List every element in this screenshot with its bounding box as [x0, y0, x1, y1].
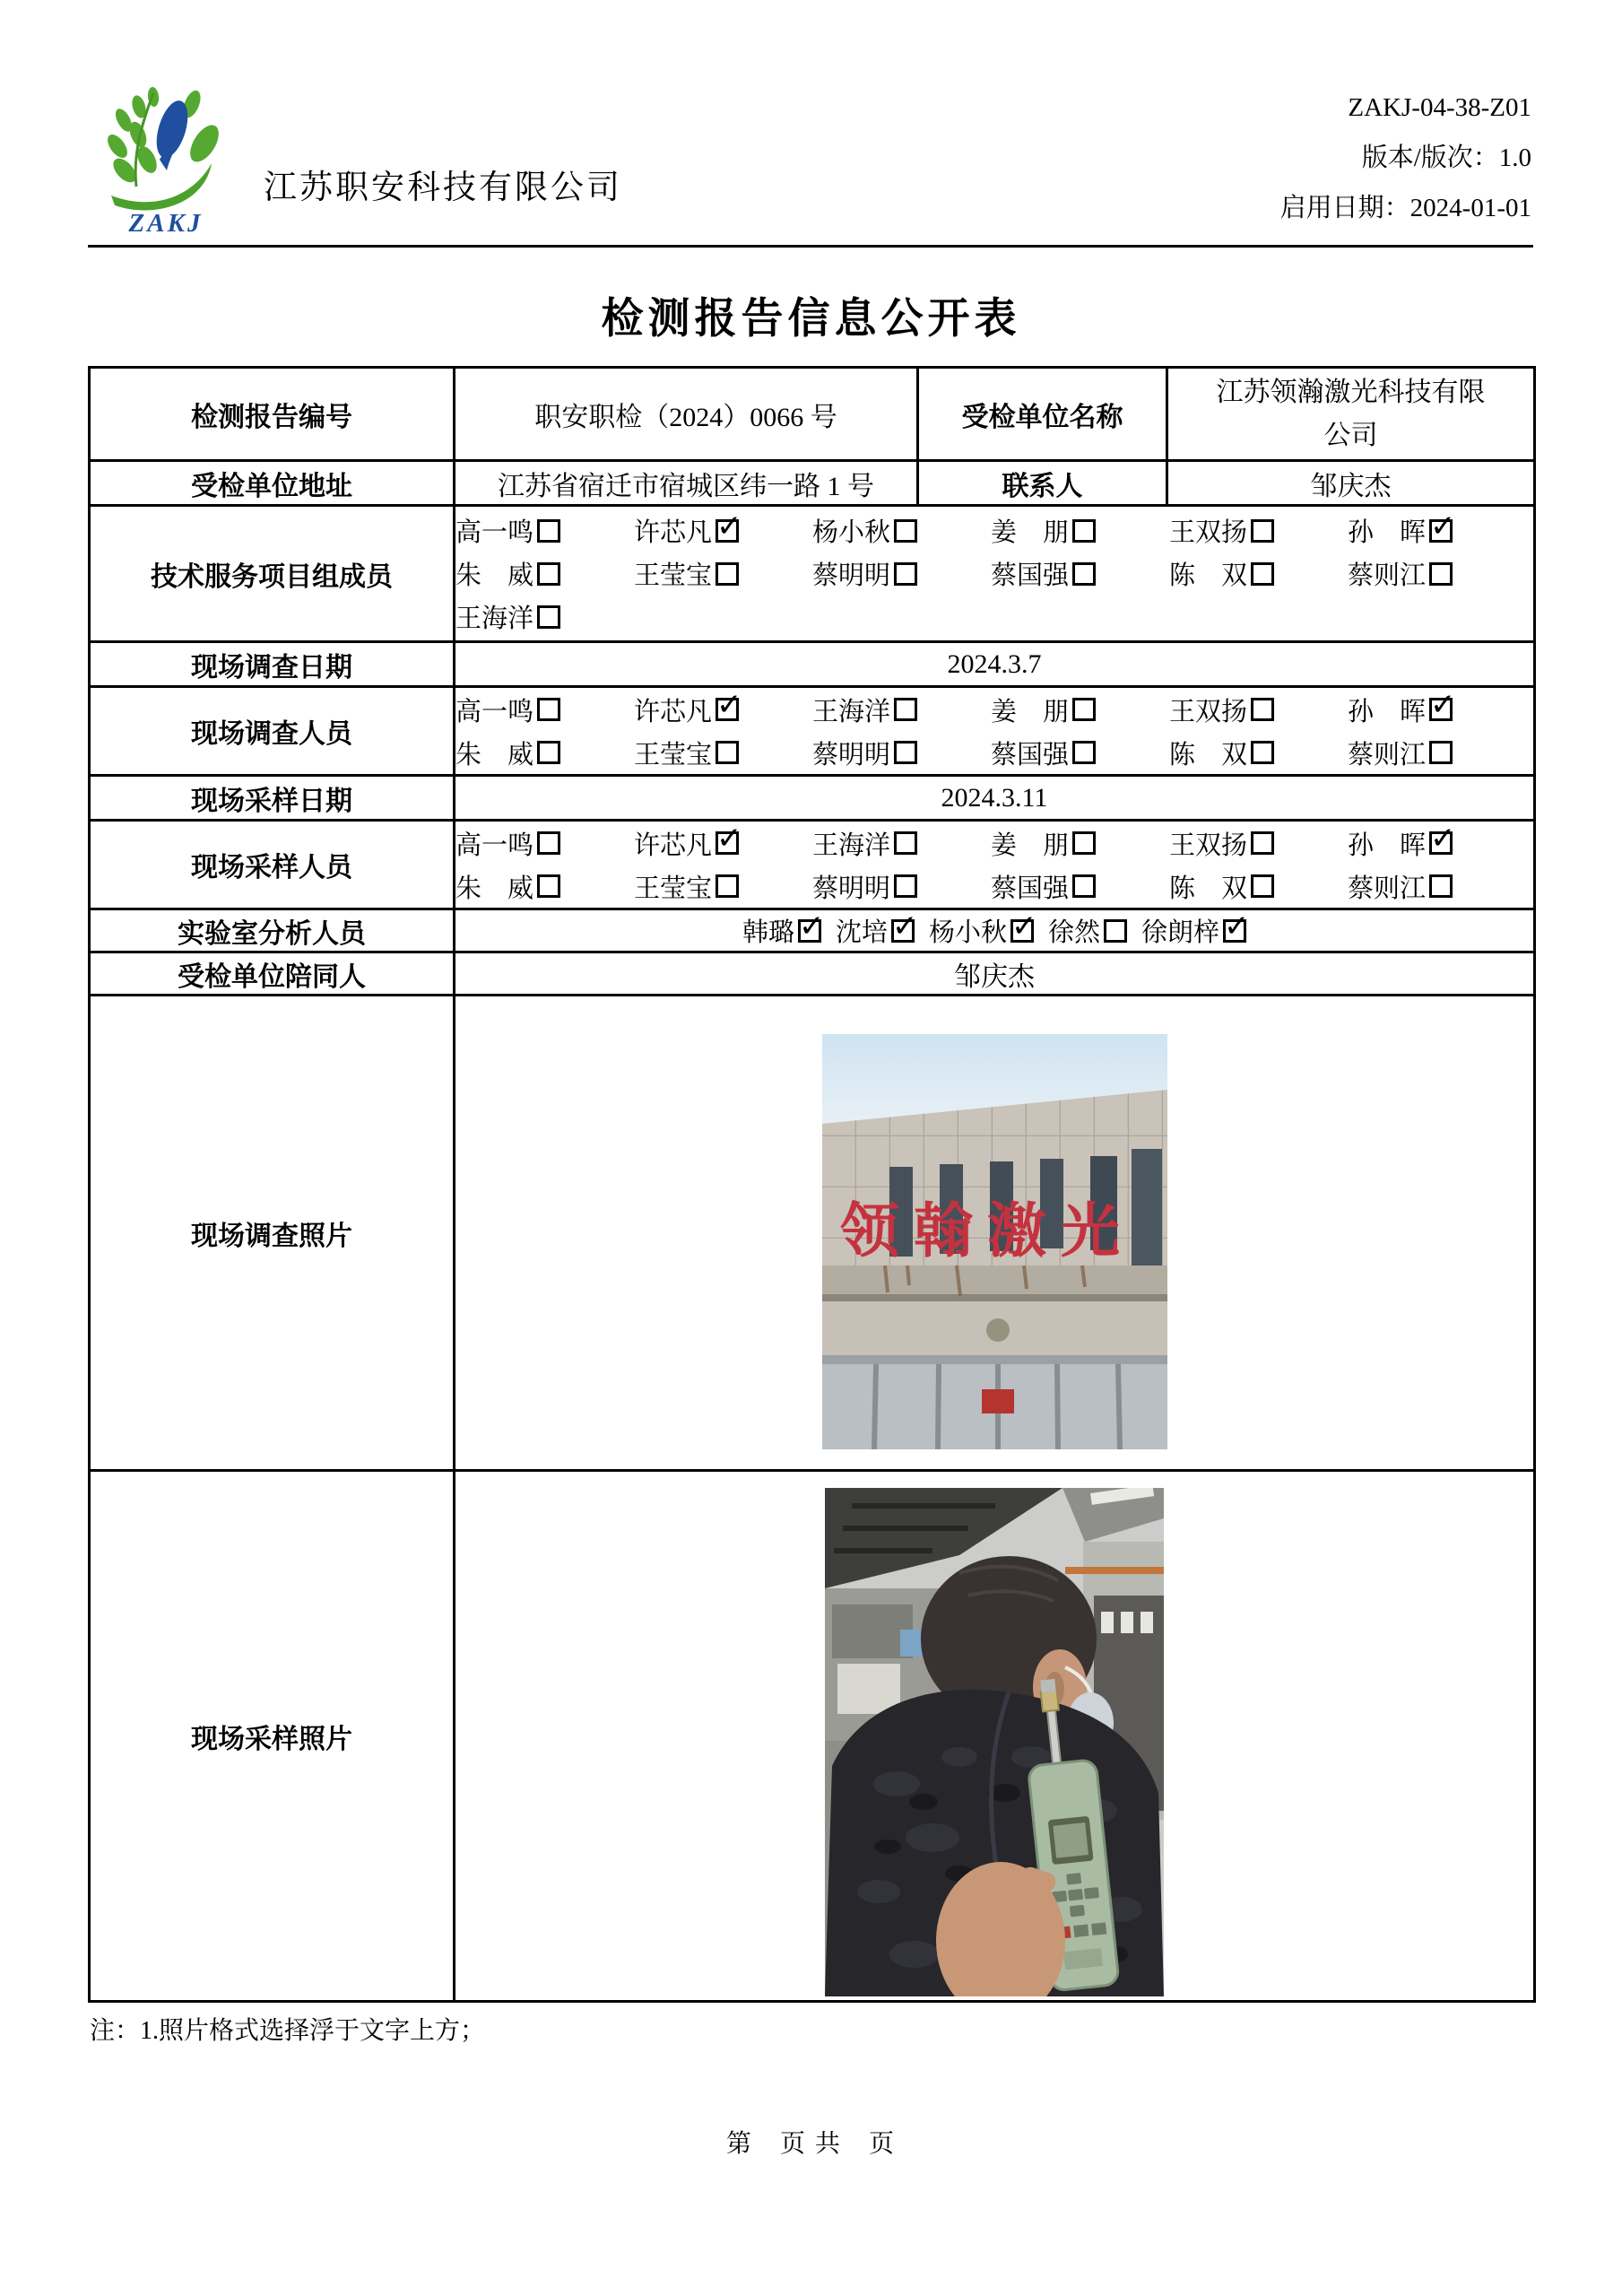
- member-name: 韩璐: [742, 918, 794, 947]
- staff-member: [634, 691, 812, 728]
- company-logo-icon: [97, 77, 235, 212]
- survey-date-label: 现场调查日期: [90, 642, 455, 687]
- staff-member: [634, 735, 812, 771]
- checkbox-unchecked-icon: [1251, 741, 1274, 764]
- member-name: 陈 双: [1169, 874, 1248, 903]
- member-name: 高一鸣: [455, 518, 534, 547]
- sampling-line-1: [455, 822, 1533, 865]
- checkbox-unchecked-icon: [894, 874, 917, 898]
- checkbox-unchecked-icon: [1072, 698, 1096, 721]
- staff-member: [1169, 691, 1348, 728]
- member-name: 朱 威: [455, 561, 534, 590]
- checkbox-checked-icon: [1223, 919, 1246, 943]
- lab-staff-line: [735, 918, 1253, 947]
- member-name: 高一鸣: [455, 831, 534, 860]
- unit-name-label: 受检单位名称: [918, 368, 1167, 461]
- table-row: [90, 776, 1535, 821]
- checkbox-unchecked-icon: [1251, 519, 1274, 543]
- member-name: 许芯凡: [634, 697, 713, 726]
- member-name: 王双扬: [1169, 831, 1248, 860]
- member-name: 蔡国强: [991, 874, 1070, 903]
- checkbox-checked-icon: [1010, 919, 1034, 943]
- staff-member: [991, 735, 1169, 771]
- member-name: 王海洋: [812, 831, 891, 860]
- staff-member: [1348, 512, 1526, 549]
- checkbox-checked-icon: [798, 919, 821, 943]
- checkbox-unchecked-icon: [1251, 698, 1274, 721]
- staff-member: [812, 868, 991, 905]
- staff-member: [812, 555, 991, 592]
- survey-line-1: [455, 688, 1533, 731]
- survey-date-value: 2024.3.7: [455, 642, 1535, 687]
- survey-staff-label: 现场调查人员: [90, 687, 455, 776]
- team-members-cell: [455, 506, 1535, 642]
- checkbox-unchecked-icon: [716, 874, 739, 898]
- table-row: [90, 909, 1535, 952]
- staff-member: [991, 691, 1169, 728]
- table-row: [90, 952, 1535, 996]
- staff-member: [455, 868, 634, 905]
- member-name: 王莹宝: [634, 561, 713, 590]
- noise-measurement-photo-image: [825, 1488, 1164, 1996]
- checkbox-unchecked-icon: [537, 562, 560, 586]
- survey-staff-cell: [455, 687, 1535, 776]
- member-name: 许芯凡: [634, 831, 713, 860]
- survey-photo-cell: [455, 996, 1535, 1471]
- checkbox-unchecked-icon: [1072, 562, 1096, 586]
- table-row: [90, 996, 1535, 1471]
- checkbox-checked-icon: [716, 519, 739, 543]
- member-name: 王海洋: [455, 604, 534, 633]
- wall-vent: [986, 1318, 1010, 1342]
- staff-member: [1169, 555, 1348, 592]
- member-name: 姜 朋: [991, 518, 1070, 547]
- checkbox-unchecked-icon: [1429, 741, 1453, 764]
- staff-member: [812, 825, 991, 862]
- unit-name-value: 江苏领瀚激光科技有限公司: [1216, 377, 1486, 450]
- checkbox-unchecked-icon: [1429, 562, 1453, 586]
- checkbox-unchecked-icon: [537, 874, 560, 898]
- door-plaque: [982, 1389, 1014, 1413]
- checkbox-unchecked-icon: [537, 605, 560, 629]
- building-photo-image: [822, 1034, 1167, 1449]
- staff-member: [991, 555, 1169, 592]
- member-name: 陈 双: [1169, 740, 1248, 770]
- table-row: [90, 642, 1535, 687]
- member-name: 朱 威: [455, 874, 534, 903]
- staff-member: [1169, 868, 1348, 905]
- checkbox-unchecked-icon: [894, 741, 917, 764]
- page-header: [88, 77, 1533, 244]
- member-name: 蔡明明: [812, 561, 891, 590]
- member-name: 高一鸣: [455, 697, 534, 726]
- staff-member: [1169, 825, 1348, 862]
- staff-member: [455, 555, 634, 592]
- member-name: 孙 晖: [1348, 518, 1427, 547]
- checkbox-checked-icon: [1429, 519, 1453, 543]
- member-name: 王海洋: [812, 697, 891, 726]
- staff-member: [742, 912, 821, 949]
- staff-member: [634, 868, 812, 905]
- member-name: 徐朗梓: [1141, 918, 1220, 947]
- checkbox-unchecked-icon: [537, 519, 560, 543]
- unit-address-label: 受检单位地址: [90, 461, 455, 506]
- checkbox-unchecked-icon: [716, 741, 739, 764]
- staff-member: [812, 735, 991, 771]
- staff-member: [991, 512, 1169, 549]
- member-name: 沈培: [835, 918, 888, 947]
- staff-member: [1348, 691, 1526, 728]
- member-name: 王莹宝: [634, 874, 713, 903]
- sampling-photo-label: 现场采样照片: [90, 1471, 455, 2002]
- table-row: [90, 687, 1535, 776]
- staff-member: [1048, 912, 1127, 949]
- doc-codes: [1280, 83, 1531, 233]
- staff-member: [1169, 512, 1348, 549]
- staff-member: [634, 825, 812, 862]
- member-name: 蔡明明: [812, 874, 891, 903]
- checkbox-unchecked-icon: [894, 698, 917, 721]
- staff-member: [455, 735, 634, 771]
- staff-member: [991, 868, 1169, 905]
- survey-photo: [822, 1034, 1167, 1449]
- member-name: 蔡国强: [991, 740, 1070, 770]
- checkbox-unchecked-icon: [1251, 874, 1274, 898]
- staff-member: [1348, 868, 1526, 905]
- staff-member: [1169, 735, 1348, 771]
- sampling-line-2: [455, 865, 1533, 908]
- checkbox-checked-icon: [716, 698, 739, 721]
- table-row: [90, 368, 1535, 461]
- contact-label: 联系人: [918, 461, 1167, 506]
- companion-label: 受检单位陪同人: [90, 952, 455, 996]
- company-name: 江苏职安科技有限公司: [264, 170, 622, 206]
- staff-member: [455, 512, 634, 549]
- page-title: 检测报告信息公开表: [601, 296, 1021, 343]
- doc-version: 版本/版次：1.0: [1361, 144, 1531, 172]
- member-name: 王莹宝: [634, 740, 713, 770]
- checkbox-unchecked-icon: [1429, 874, 1453, 898]
- staff-member: [812, 691, 991, 728]
- member-name: 蔡则江: [1348, 561, 1427, 590]
- table-row: [90, 461, 1535, 506]
- checkbox-unchecked-icon: [537, 831, 560, 855]
- unit-address-value: 江苏省宿迁市宿城区纬一路 1 号: [455, 461, 918, 506]
- table-row: [90, 1471, 1535, 2002]
- page-number-line: 第 页 共 页: [725, 2130, 896, 2158]
- logo-text: ZAKJ: [128, 209, 204, 238]
- member-name: 徐然: [1048, 918, 1101, 947]
- contact-value: 邹庆杰: [1167, 461, 1535, 506]
- member-name: 蔡国强: [991, 561, 1070, 590]
- info-table: [88, 366, 1536, 2003]
- checkbox-unchecked-icon: [537, 741, 560, 764]
- staff-member: [634, 555, 812, 592]
- sampling-date-label: 现场采样日期: [90, 776, 455, 821]
- doc-code: ZAKJ-04-38-Z01: [1348, 93, 1531, 122]
- checkbox-checked-icon: [1429, 831, 1453, 855]
- survey-line-2: [455, 731, 1533, 774]
- member-name: 姜 朋: [991, 697, 1070, 726]
- staff-member: [634, 512, 812, 549]
- member-name: 蔡则江: [1348, 874, 1427, 903]
- member-name: 许芯凡: [634, 518, 713, 547]
- checkbox-unchecked-icon: [1251, 831, 1274, 855]
- footnote: 注：1.照片格式选择浮于文字上方；: [90, 2017, 486, 2045]
- staff-member: [455, 825, 634, 862]
- staff-member: [455, 691, 634, 728]
- member-name: 蔡明明: [812, 740, 891, 770]
- team-label: 技术服务项目组成员: [90, 506, 455, 642]
- team-line-2: [455, 552, 1533, 596]
- member-name: 姜 朋: [991, 831, 1070, 860]
- lab-staff-cell: [455, 909, 1535, 952]
- doc-start-date: 启用日期：2024-01-01: [1279, 194, 1531, 222]
- member-name: 朱 威: [455, 740, 534, 770]
- checkbox-unchecked-icon: [716, 562, 739, 586]
- company-logo: [97, 77, 235, 239]
- member-name: 王双扬: [1169, 697, 1248, 726]
- checkbox-unchecked-icon: [1251, 562, 1274, 586]
- table-row: [90, 506, 1535, 642]
- staff-member: [929, 912, 1034, 949]
- member-name: 孙 晖: [1348, 697, 1427, 726]
- survey-photo-label: 现场调查照片: [90, 996, 455, 1471]
- staff-member: [1348, 735, 1526, 771]
- sampling-staff-cell: [455, 821, 1535, 909]
- checkbox-unchecked-icon: [1072, 741, 1096, 764]
- member-name: 杨小秋: [928, 918, 1007, 947]
- checkbox-checked-icon: [716, 831, 739, 855]
- table-row: [90, 821, 1535, 909]
- staff-member: [455, 598, 634, 635]
- lab-staff-label: 实验室分析人员: [90, 909, 455, 952]
- team-line-1: [455, 509, 1533, 552]
- building-sign-text: 领翰激光: [839, 1199, 1134, 1265]
- staff-member: [1348, 825, 1526, 862]
- member-name: 杨小秋: [812, 518, 891, 547]
- sampling-photo: [825, 1488, 1164, 1996]
- staff-member: [1348, 555, 1526, 592]
- checkbox-checked-icon: [891, 919, 915, 943]
- report-no-value: 职安职检（2024）0066 号: [455, 368, 918, 461]
- team-line-3: [455, 596, 1533, 639]
- report-no-label: 检测报告编号: [90, 368, 455, 461]
- sampling-photo-cell: [455, 1471, 1535, 2002]
- checkbox-unchecked-icon: [894, 562, 917, 586]
- checkbox-unchecked-icon: [894, 831, 917, 855]
- checkbox-unchecked-icon: [1104, 919, 1127, 943]
- header-divider: [88, 245, 1533, 248]
- staff-member: [836, 912, 915, 949]
- staff-member: [991, 825, 1169, 862]
- companion-value: 邹庆杰: [455, 952, 1535, 996]
- checkbox-checked-icon: [1429, 698, 1453, 721]
- checkbox-unchecked-icon: [1072, 874, 1096, 898]
- sampling-staff-label: 现场采样人员: [90, 821, 455, 909]
- member-name: 蔡则江: [1348, 740, 1427, 770]
- member-name: 王双扬: [1169, 518, 1248, 547]
- checkbox-unchecked-icon: [1072, 831, 1096, 855]
- member-name: 陈 双: [1169, 561, 1248, 590]
- staff-member: [1141, 912, 1246, 949]
- checkbox-unchecked-icon: [894, 519, 917, 543]
- checkbox-unchecked-icon: [1072, 519, 1096, 543]
- checkbox-unchecked-icon: [537, 698, 560, 721]
- member-name: 孙 晖: [1348, 831, 1427, 860]
- sampling-date-value: 2024.3.11: [455, 776, 1535, 821]
- staff-member: [812, 512, 991, 549]
